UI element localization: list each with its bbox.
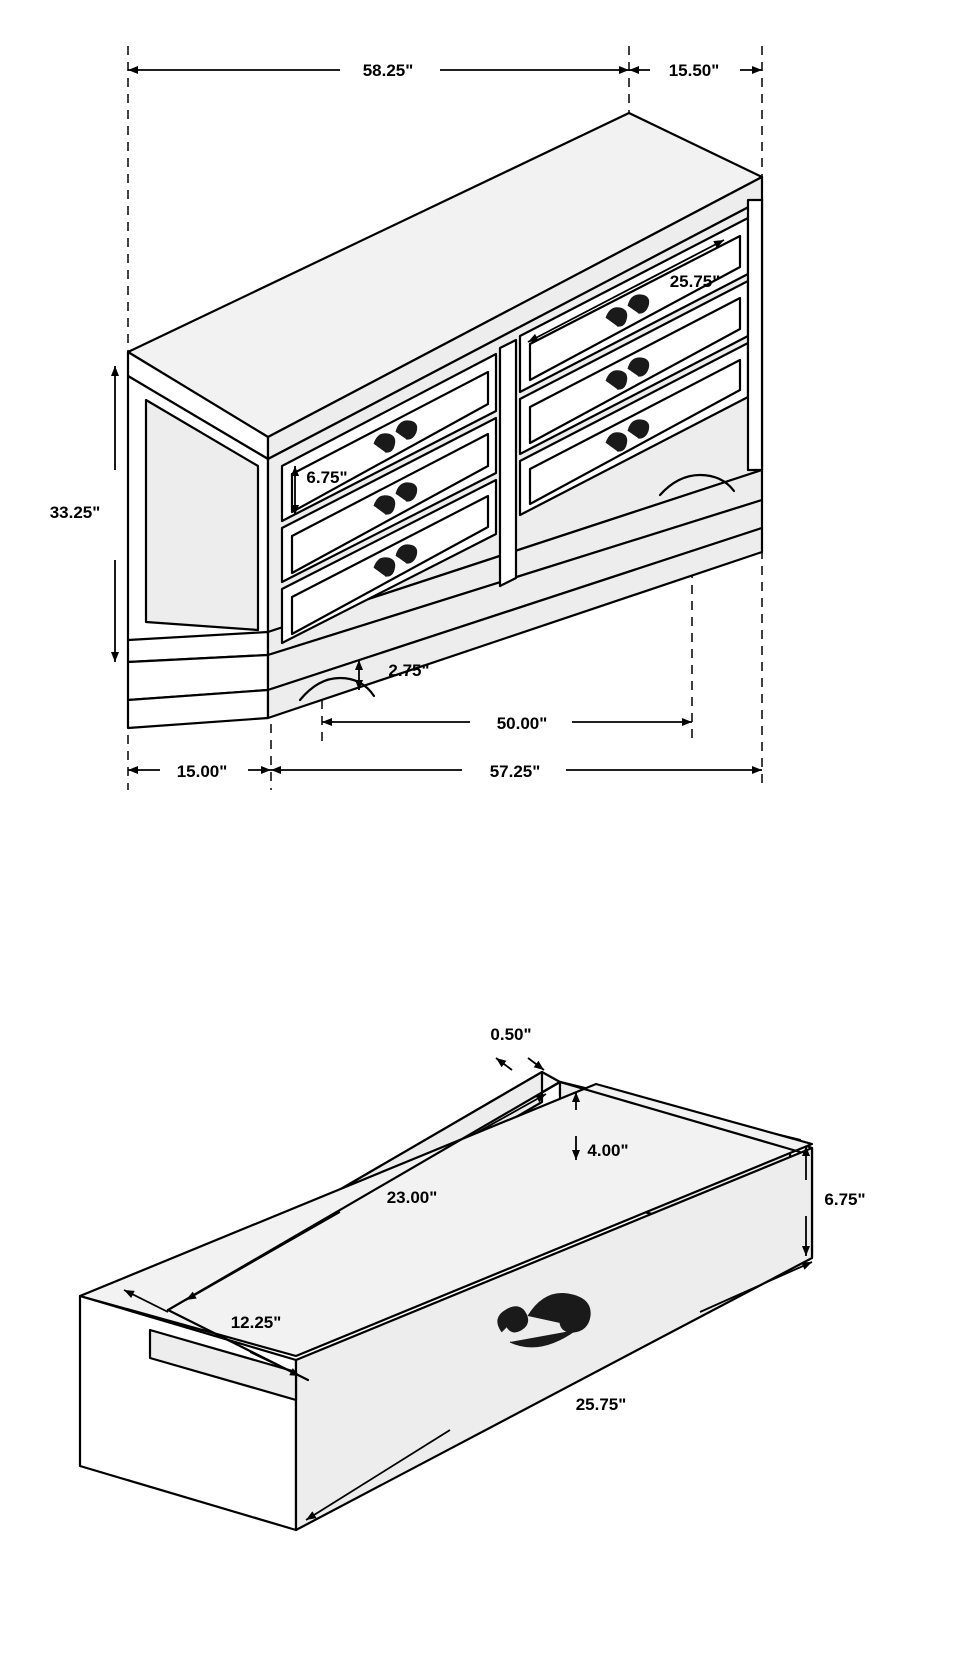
dim-top-depth: 15.50"	[668, 61, 720, 80]
dim-base-width: 50.00"	[496, 714, 548, 733]
drawer-box	[80, 1072, 812, 1530]
dim-overall-height: 33.25"	[49, 503, 101, 522]
dim-top-width: 58.25"	[362, 61, 414, 80]
dim-drawer-overall-length: 25.75"	[575, 1395, 627, 1414]
dresser-body	[128, 113, 762, 728]
dim-drawer-wall-thickness: 0.50"	[490, 1025, 532, 1044]
dim-front-width: 57.25"	[489, 762, 541, 781]
figure-drawer	[80, 1025, 866, 1530]
dim-drawer-interior-width: 25.75"	[669, 272, 721, 291]
dim-drawer-height: 6.75"	[306, 468, 348, 487]
figure-dresser	[50, 46, 762, 790]
dim-base-height: 2.75"	[388, 661, 430, 680]
dim-side-depth: 15.00"	[176, 762, 228, 781]
dim-drawer-interior-depth: 4.00"	[587, 1141, 629, 1160]
dim-drawer-interior-length: 23.00"	[386, 1188, 438, 1207]
dim-drawer-side-height: 6.75"	[824, 1190, 866, 1209]
dim-drawer-interior-width: 12.25"	[230, 1313, 282, 1332]
